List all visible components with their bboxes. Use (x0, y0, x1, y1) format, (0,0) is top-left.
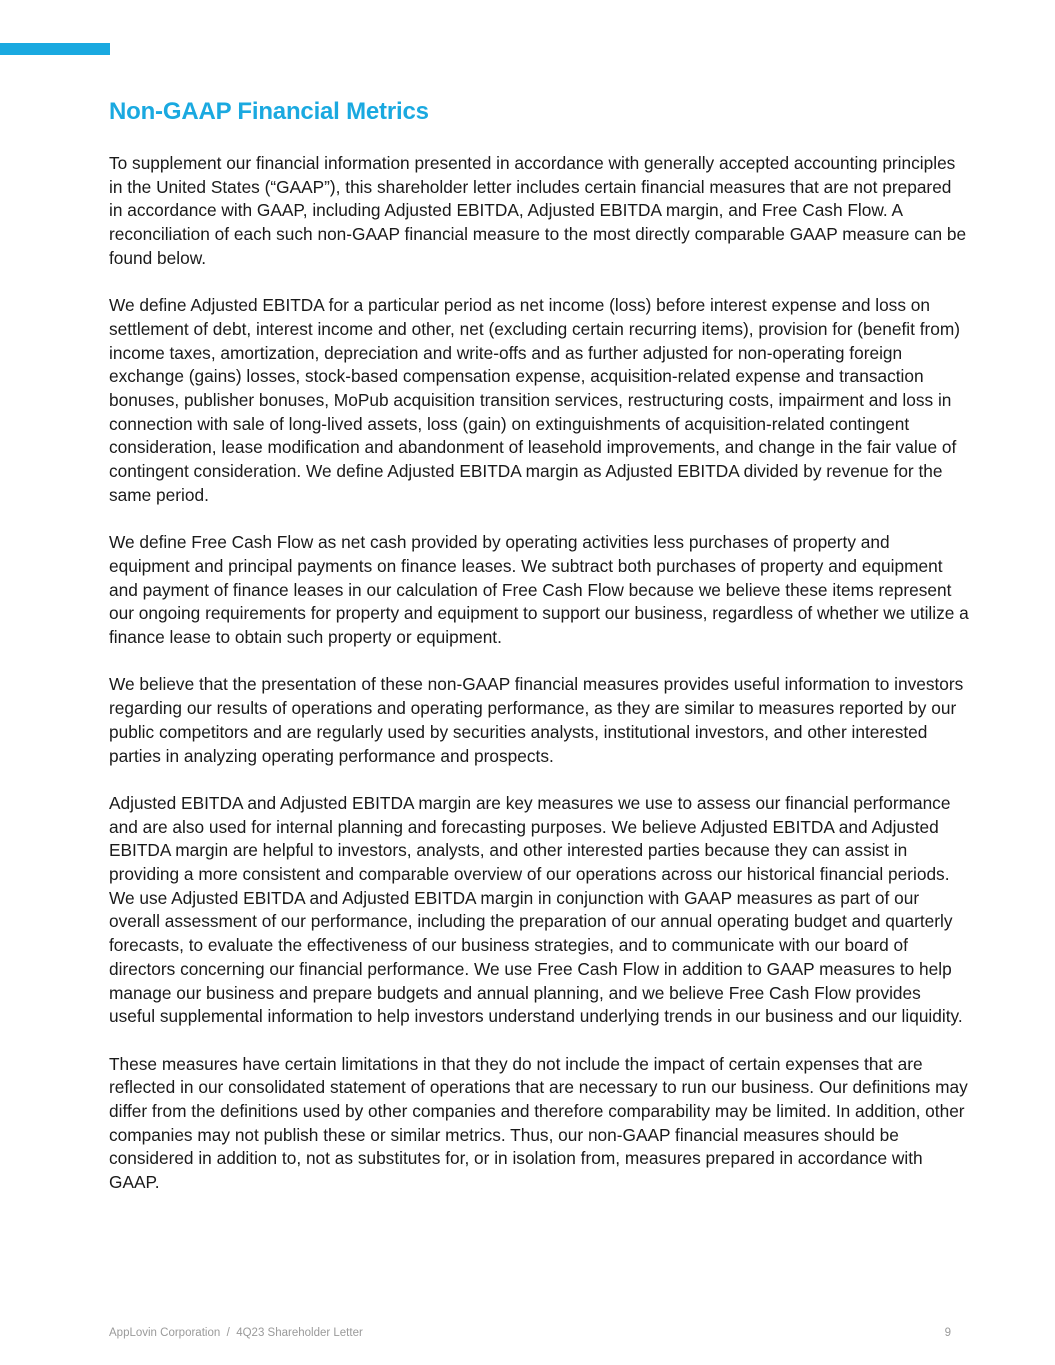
page-footer (109, 1327, 951, 1339)
footer-page-number: 9 (944, 1327, 951, 1339)
accent-bar (0, 43, 110, 55)
page-title: Non-GAAP Financial Metrics (109, 98, 429, 125)
body-text (109, 152, 969, 1219)
paragraph-limitations: These measures have certain limitations in that they do not include the impact of certain expenses that are reflected in our consolidated statement of operations that are necessary to run our business. Our definitions may differ from the definitions used by other companies and therefore comparability may be limited. In addition, other companies may not publish these or similar metrics. Thus, our non-GAAP financial measures should be considered in addition to, not as substitutes for, or in isolation from, measures prepared in accordance with GAAP. (109, 1053, 968, 1193)
paragraph-adjusted-ebitda-definition: We define Adjusted EBITDA for a particular period as net income (loss) before interest expense and loss on settlement of debt, interest income and other, net (excluding certain recurring items), provision for (benefit from) income taxes, amortization, depreciation and write-offs and as further adjusted for non-operating foreign exchange (gains) losses, stock-based compensation expense, acquisition-related expense and transaction bonuses, publisher bonuses, MoPub acquisition transition services, restructuring costs, impairment and loss in connection with sale of long-lived assets, loss (gain) on extinguishments of acquisition-related contingent consideration, lease modification and abandonment of leasehold improvements, and change in the fair value of contingent consideration. We define Adjusted EBITDA margin as Adjusted EBITDA divided by revenue for the same period. (109, 295, 961, 505)
footer-document-label: AppLovin Corporation / 4Q23 Shareholder Letter (109, 1327, 363, 1339)
paragraph-intro: To supplement our financial information presented in accordance with generally accepted accounting principles in the United States (“GAAP”), this shareholder letter includes certain financial measures that are not prepared in accordance with GAAP, including Adjusted EBITDA, Adjusted EBITDA margin, and Free Cash Flow. A reconciliation of each such non-GAAP financial measure to the most directly comparable GAAP measure can be found below. (109, 153, 967, 268)
paragraph-key-measures: Adjusted EBITDA and Adjusted EBITDA margin are key measures we use to assess our financial performance and are also used for internal planning and forecasting purposes. We believe Adjusted EBITDA and Adjusted EBITDA margin are helpful to investors, analysts, and other interested parties because they can assist in providing a more consistent and comparable overview of our operations across our historical financial periods. We use Adjusted EBITDA and Adjusted EBITDA margin in conjunction with GAAP measures as part of our overall assessment of our performance, including the preparation of our annual operating budget and quarterly forecasts, to evaluate the effectiveness of our business strategies, and to communicate with our board of directors concerning our financial performance. We use Free Cash Flow in addition to GAAP measures to help manage our business and prepare budgets and annual planning, and we believe Free Cash Flow provides useful supplemental information to help investors understand underlying trends in our business and our liquidity. (109, 792, 963, 1027)
paragraph-free-cash-flow-definition: We define Free Cash Flow as net cash provided by operating activities less purchases of property and equipment and principal payments on finance leases. We subtract both purchases of property and equipment and payment of finance leases in our calculation of Free Cash Flow because we believe these items represent our ongoing requirements for property and equipment to support our business, regardless of whether we utilize a finance lease to obtain such property or equipment. (109, 532, 969, 648)
paragraph-usefulness: We believe that the presentation of these non-GAAP financial measures provides useful information to investors regarding our results of operations and operating performance, as they are similar to measures reported by our public competitors and are regularly used by securities analysts, institutional investors, and other interested parties in analyzing operating performance and prospects. (109, 674, 964, 766)
